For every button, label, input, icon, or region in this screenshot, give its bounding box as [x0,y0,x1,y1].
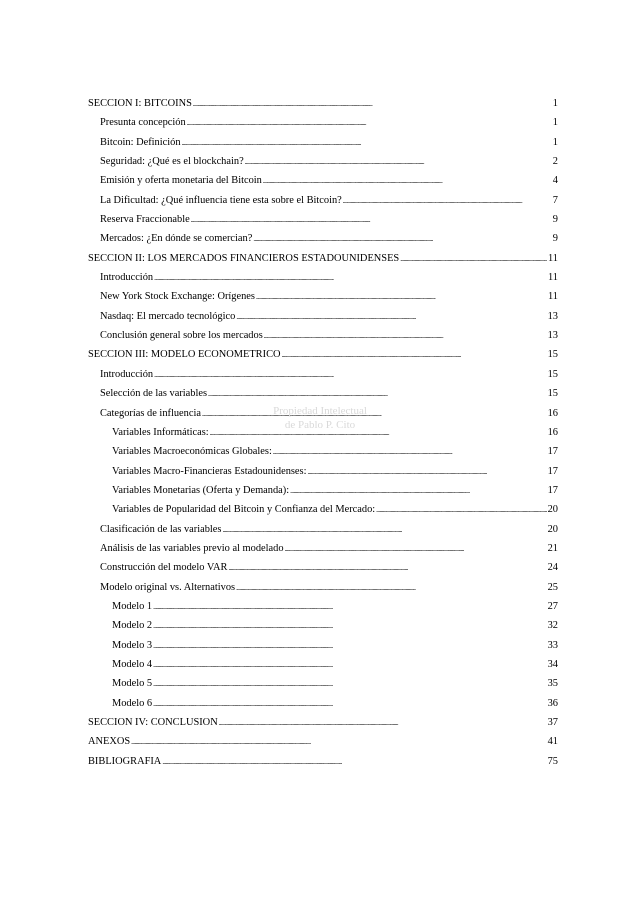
toc-entry-page: 37 [547,717,558,728]
toc-entry[interactable] [88,365,558,384]
toc-entry-page: 15 [547,368,558,380]
toc-entry[interactable] [88,326,558,345]
toc-entry[interactable] [88,462,558,481]
toc-entry-page: 13 [547,330,558,342]
toc-entry-title: Análisis de las variables previo al modelado [100,542,284,554]
toc-entry-page: 9 [552,233,558,245]
toc-entry-title: Selección de las variables [100,388,208,400]
toc-leader-dots [290,481,546,501]
watermark [230,404,410,432]
toc-leader-dots [245,152,552,172]
toc-entry[interactable] [88,558,558,577]
toc-entry[interactable] [88,268,558,287]
toc-leader-dots [228,558,546,578]
toc-leader-dots [162,752,546,772]
toc-entry[interactable] [88,694,558,713]
toc-entry-page: 16 [547,426,558,438]
toc-entry-title: Modelo 6 [112,697,153,709]
toc-entry-page: 15 [547,388,558,400]
toc-entry-page: 41 [547,736,558,748]
toc-leader-dots [131,732,546,752]
toc-entry-title: Modelo original vs. Alternativos [100,581,236,593]
toc-entry-title: Modelo 3 [112,639,153,651]
toc-entry-page: 1 [552,98,558,109]
toc-entry[interactable] [88,384,558,403]
toc-entry-title: Conclusión general sobre los mercados [100,330,263,342]
toc-entry-title: Mercados: ¿En dónde se comercian? [100,233,253,245]
toc-entry-page: 17 [547,465,558,477]
toc-leader-dots [154,365,547,385]
toc-leader-dots [191,210,552,230]
toc-entry-title: New York Stock Exchange: Orígenes [100,291,255,303]
toc-leader-dots [153,674,546,694]
toc-entry-page: 4 [552,175,558,187]
toc-entry-title: Introducción [100,368,154,380]
toc-leader-dots [154,268,547,288]
toc-entry-title: Variables de Popularidad del Bitcoin y Confianza del Mercado: [112,504,376,516]
toc-entry-page: 17 [547,484,558,496]
watermark-line-1: Propiedad Intelectual [273,405,367,417]
toc-entry[interactable] [88,655,558,674]
toc-leader-dots [219,713,547,733]
toc-leader-dots [285,539,547,559]
toc-leader-dots [273,442,547,462]
toc-entry[interactable] [88,636,558,655]
toc-entry[interactable] [88,249,558,268]
toc-entry-page: 1 [552,117,558,129]
toc-entry-title: Seguridad: ¿Qué es el blockchain? [100,156,244,168]
toc-entry[interactable] [88,500,558,519]
toc-entry[interactable] [88,94,558,113]
toc-entry-page: 15 [547,349,558,361]
toc-leader-dots [376,500,546,520]
toc-entry-title: SECCION I: BITCOINS [88,98,192,109]
toc-entry-page: 11 [547,252,558,264]
toc-entry-title: Bitcoin: Definición [100,136,181,148]
toc-entry-title: Variables Informáticas: [112,426,209,438]
toc-entry[interactable] [88,481,558,500]
toc-leader-dots [253,229,551,249]
toc-leader-dots [236,307,546,327]
toc-entry[interactable] [88,674,558,693]
toc-entry-page: 13 [547,310,558,322]
toc-entry-page: 2 [552,156,558,168]
toc-leader-dots [208,384,547,404]
toc-entry-title: ANEXOS [88,736,131,748]
toc-entry-page: 25 [547,581,558,593]
toc-leader-dots [182,133,552,153]
toc-entry[interactable] [88,752,558,771]
toc-entry-page: 34 [547,658,558,670]
table-of-contents [88,94,558,771]
toc-leader-dots [153,616,546,636]
toc-entry-page: 1 [552,136,558,148]
toc-entry-page: 35 [547,678,558,690]
toc-entry[interactable] [88,539,558,558]
toc-entry[interactable] [88,307,558,326]
toc-leader-dots [193,94,552,114]
toc-entry[interactable] [88,713,558,732]
toc-entry-title: SECCION IV: CONCLUSION [88,717,218,728]
toc-entry[interactable] [88,229,558,248]
toc-leader-dots [222,520,546,540]
toc-entry-page: 36 [547,697,558,709]
toc-entry-title: Modelo 5 [112,678,153,690]
toc-leader-dots [153,636,546,656]
watermark-line-2: de Pablo P. Cito [284,419,356,431]
toc-entry-page: 7 [552,194,558,206]
toc-entry[interactable] [88,597,558,616]
toc-entry[interactable] [88,113,558,132]
toc-entry-page: 16 [547,407,558,419]
toc-entry-title: Variables Macroeconómicas Globales: [112,446,272,458]
toc-entry[interactable] [88,210,558,229]
toc-entry-title: Modelo 4 [112,658,153,670]
toc-entry-title: Reserva Fraccionable [100,214,190,226]
toc-leader-dots [400,249,547,269]
toc-entry[interactable] [88,616,558,635]
toc-entry[interactable] [88,152,558,171]
toc-entry-title: Variables Macro-Financieras Estadounidenses: [112,465,307,477]
toc-entry[interactable] [88,520,558,539]
toc-entry-title: Construcción del modelo VAR [100,562,228,574]
toc-leader-dots [263,171,552,191]
toc-leader-dots [256,287,547,307]
toc-entry-title: Presunta concepción [100,117,186,129]
toc-entry-page: 24 [547,562,558,574]
toc-leader-dots [236,578,547,598]
toc-leader-dots [153,694,546,714]
toc-leader-dots [343,191,552,211]
toc-leader-dots [187,113,552,133]
toc-entry-page: 32 [547,620,558,632]
toc-entry[interactable] [88,191,558,210]
toc-entry-title: La Dificultad: ¿Qué influencia tiene esta sobre el Bitcoin? [100,194,342,206]
toc-entry-title: BIBLIOGRAFIA [88,755,162,767]
toc-entry-title: Clasificación de las variables [100,523,222,535]
toc-entry-title: Modelo 1 [112,600,153,612]
toc-entry[interactable] [88,732,558,751]
toc-entry-title: Variables Monetarias (Oferta y Demanda): [112,484,290,496]
toc-entry[interactable] [88,287,558,306]
toc-entry-page: 11 [547,291,558,303]
toc-entry-title: Introducción [100,272,154,284]
toc-entry-page: 9 [552,214,558,226]
toc-entry[interactable] [88,442,558,461]
toc-entry-title: Nasdaq: El mercado tecnológico [100,310,236,322]
toc-entry-title: Categorías de influencia [100,407,201,419]
toc-entry-page: 33 [547,639,558,651]
toc-entry-page: 11 [547,272,558,284]
toc-entry-title: SECCION III: MODELO ECONOMETRICO [88,349,281,361]
toc-entry[interactable] [88,133,558,152]
toc-leader-dots [282,345,547,365]
toc-entry[interactable] [88,345,558,364]
toc-leader-dots [264,326,547,346]
toc-leader-dots [307,462,546,482]
toc-entry-page: 75 [547,755,558,767]
toc-entry-page: 17 [547,446,558,458]
toc-entry-title: SECCION II: LOS MERCADOS FINANCIEROS ESTADOUNIDENSES [88,252,400,264]
toc-leader-dots [153,655,546,675]
toc-entry[interactable] [88,171,558,190]
toc-entry-page: 20 [547,504,558,516]
toc-entry[interactable] [88,578,558,597]
toc-entry-title: Modelo 2 [112,620,153,632]
toc-entry-page: 20 [547,523,558,535]
toc-entry-page: 27 [547,600,558,612]
toc-entry-title: Emisión y oferta monetaria del Bitcoin [100,175,262,187]
toc-entry-page: 21 [547,542,558,554]
toc-leader-dots [153,597,546,617]
